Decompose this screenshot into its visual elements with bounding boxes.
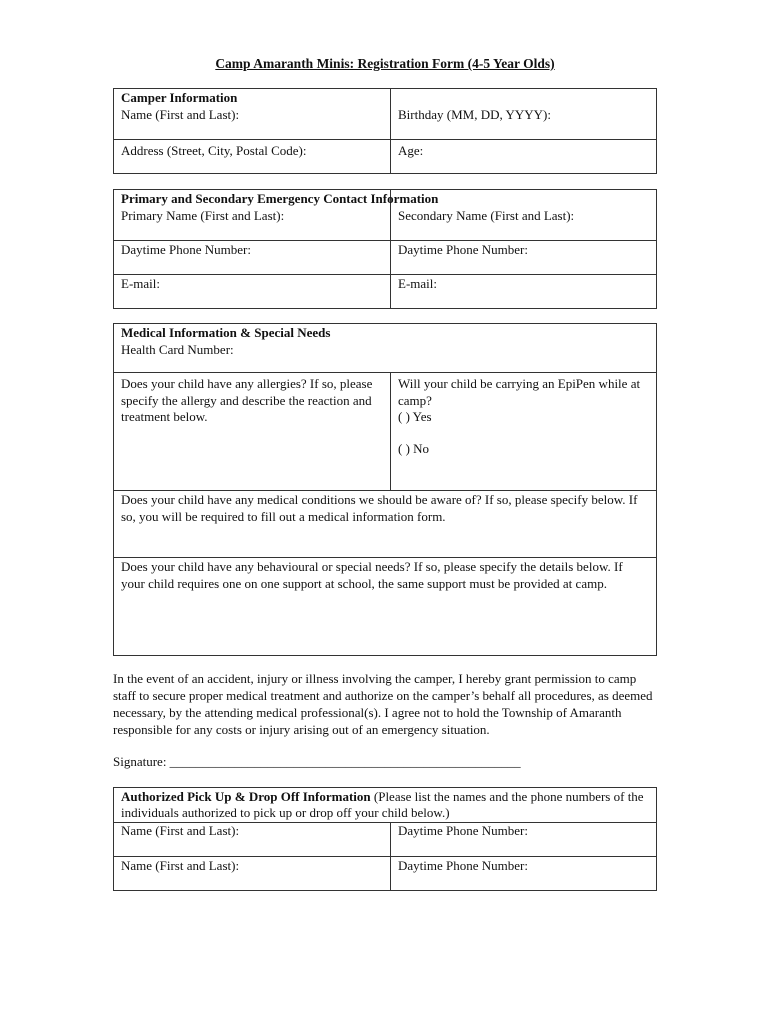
pickup-name-label-1: Name (First and Last): — [121, 823, 240, 838]
epipen-question: Will your child be carrying an EpiPen while at camp? — [398, 376, 641, 408]
special-needs-field[interactable] — [114, 558, 656, 655]
secondary-email-label: E-mail: — [398, 276, 437, 291]
medical-conditions-question: Does your child have any medical conditions we should be aware of? If so, please specify below. If so, you will be required to fill out a medical information form. — [121, 492, 638, 524]
camper-address-label: Address (Street, City, Postal Code): — [121, 143, 307, 158]
emergency-contact-heading: Primary and Secondary Emergency Contact Information — [121, 191, 439, 206]
signature-line[interactable]: Signature: ______________________________________________________ — [113, 754, 521, 769]
secondary-phone-label: Daytime Phone Number: — [398, 242, 528, 257]
medical-conditions-field[interactable] — [114, 491, 656, 557]
pickup-heading: Authorized Pick Up & Drop Off Information — [121, 789, 371, 804]
allergies-question: Does your child have any allergies? If so, please specify the allergy and describe the reaction and treatment below. — [121, 376, 373, 424]
pickup-name-label-2: Name (First and Last): — [121, 858, 240, 873]
pickup-phone-field-2[interactable] — [391, 857, 656, 890]
medical-information-heading: Medical Information & Special Needs — [121, 325, 331, 340]
pickup-phone-field-1[interactable] — [391, 823, 656, 856]
secondary-name-label: Secondary Name (First and Last): — [398, 207, 575, 223]
health-card-field[interactable] — [114, 324, 656, 372]
secondary-phone-field[interactable] — [391, 241, 656, 274]
primary-email-label: E-mail: — [121, 276, 160, 291]
form-title: Camp Amaranth Minis: Registration Form (4-5 Year Olds) — [215, 56, 555, 71]
pickup-phone-label-2: Daytime Phone Number: — [398, 858, 528, 873]
consent-paragraph: In the event of an accident, injury or illness involving the camper, I hereby grant permission to camp staff to secure proper medical treatment and authorize on the camper’s behalf all procedures, as deemed necessary, by the attending medical professional(s). I agree not to hold the Township of Amaranth responsible for any costs or injury arising out of an emergency situation. — [113, 671, 653, 737]
pickup-name-field-1[interactable] — [114, 823, 391, 856]
primary-email-field[interactable] — [114, 275, 391, 308]
primary-phone-field[interactable] — [114, 241, 391, 274]
camper-birthday-label: Birthday (MM, DD, YYYY): — [398, 106, 551, 122]
pickup-dropoff-section — [113, 787, 657, 891]
camper-information-section — [113, 88, 657, 174]
health-card-label: Health Card Number: — [121, 341, 234, 357]
special-needs-question: Does your child have any behavioural or special needs? If so, please specify the details below. If your child requires one on one support at school, the same support must be provided at camp. — [121, 559, 623, 591]
pickup-name-field-2[interactable] — [114, 857, 391, 890]
pickup-heading-note: (Please list the names and the phone numbers of the individuals authorized to pick up or drop off your child below.) — [121, 789, 644, 820]
medical-information-section — [113, 323, 657, 656]
primary-phone-label: Daytime Phone Number: — [121, 242, 251, 257]
pickup-phone-label-1: Daytime Phone Number: — [398, 823, 528, 838]
allergies-field[interactable] — [114, 373, 391, 490]
secondary-email-field[interactable] — [391, 275, 656, 308]
primary-name-label: Primary Name (First and Last): — [121, 207, 285, 223]
epipen-yes-option[interactable]: ( ) Yes — [398, 409, 432, 424]
camper-address-field[interactable] — [114, 140, 391, 173]
camper-age-label: Age: — [398, 143, 424, 158]
camper-information-heading: Camper Information — [121, 90, 238, 105]
emergency-contact-section — [113, 189, 657, 309]
epipen-no-option[interactable]: ( ) No — [398, 440, 430, 456]
pickup-heading-block — [114, 788, 656, 822]
camper-name-field[interactable] — [114, 89, 391, 139]
camper-birthday-field[interactable] — [391, 89, 656, 139]
secondary-name-field[interactable] — [391, 190, 656, 240]
camper-age-field[interactable] — [391, 140, 656, 173]
epipen-field — [391, 373, 656, 490]
primary-name-field[interactable] — [114, 190, 439, 240]
camper-name-label: Name (First and Last): — [121, 106, 240, 122]
